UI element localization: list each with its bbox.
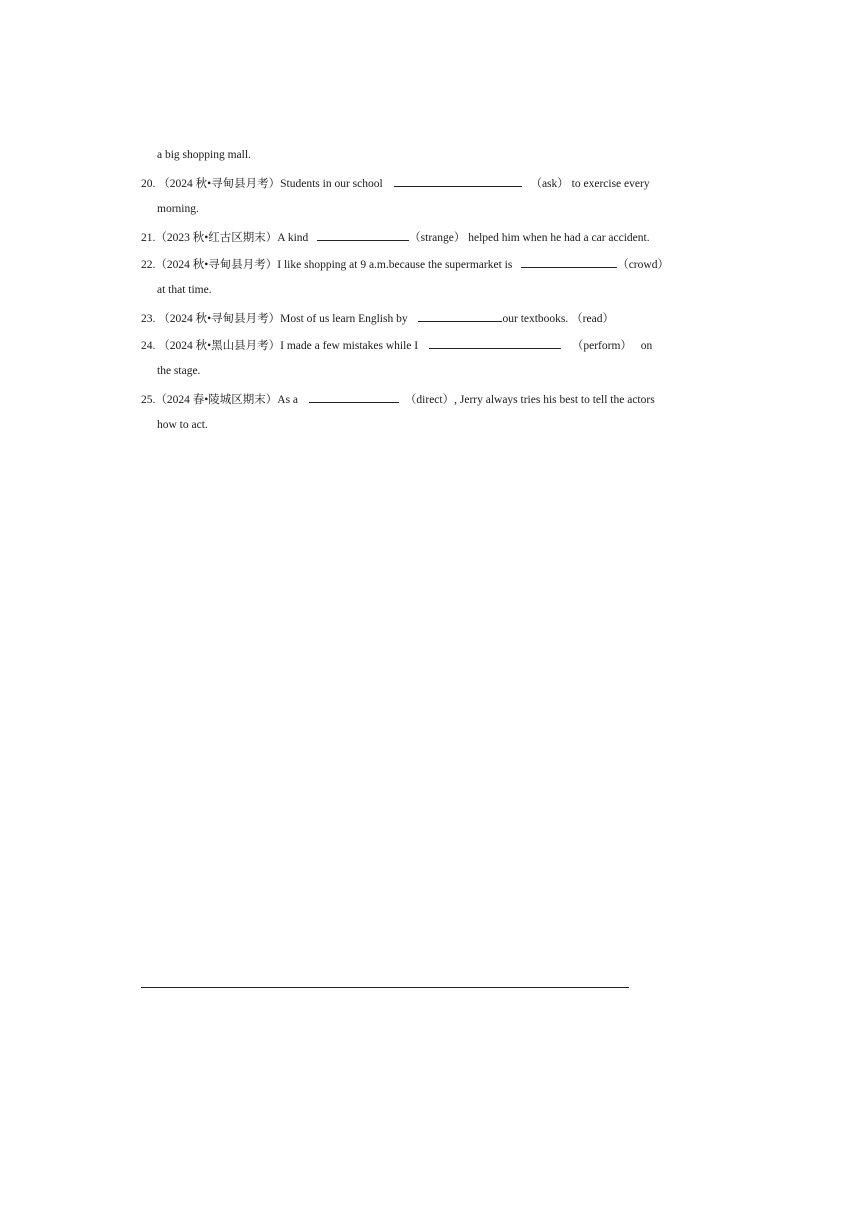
question-25-hint: （direct） bbox=[404, 394, 455, 406]
question-20-text-before: Students in our school bbox=[280, 178, 383, 190]
question-22-continuation bbox=[157, 283, 212, 297]
question-23-number: 23. bbox=[141, 313, 156, 325]
question-24-text-cont: the stage. bbox=[157, 365, 201, 377]
question-20-source: （2024 秋•寻甸县月考） bbox=[158, 178, 281, 190]
question-25-source: （2024 春•陵城区期末） bbox=[155, 394, 278, 406]
question-24-source: （2024 秋•黑山县月考） bbox=[158, 340, 281, 352]
question-23-text-after: our textbooks. bbox=[502, 313, 569, 325]
question-24-answer-blank[interactable] bbox=[429, 337, 561, 349]
question-25-text-before: As a bbox=[277, 394, 299, 406]
question-19-text: a big shopping mall. bbox=[157, 149, 251, 161]
question-24-number: 24. bbox=[141, 340, 156, 352]
question-23-source: （2024 秋•寻甸县月考） bbox=[158, 313, 281, 325]
question-23-text-before: Most of us learn English by bbox=[280, 313, 408, 325]
footer-divider bbox=[141, 987, 629, 988]
question-25-text-cont: how to act. bbox=[157, 419, 208, 431]
question-20-continuation bbox=[157, 202, 199, 216]
question-25-answer-blank[interactable] bbox=[309, 391, 399, 403]
question-24 bbox=[141, 337, 652, 353]
question-21-text-after: helped him when he had a car accident. bbox=[468, 232, 650, 244]
question-24-hint: （perform） bbox=[571, 340, 632, 352]
question-25-continuation bbox=[157, 418, 208, 432]
question-19-continuation bbox=[157, 148, 251, 162]
question-24-text-after: on bbox=[640, 340, 653, 352]
question-21-answer-blank[interactable] bbox=[317, 229, 409, 241]
question-21 bbox=[141, 229, 650, 245]
question-25 bbox=[141, 391, 655, 407]
question-20-text-cont: morning. bbox=[157, 203, 199, 215]
question-21-source: （2023 秋•红古区期末） bbox=[155, 232, 278, 244]
question-22-number: 22. bbox=[141, 259, 156, 271]
question-23-answer-blank[interactable] bbox=[418, 310, 502, 322]
question-22-source: （2024 秋•寻甸县月考） bbox=[155, 259, 278, 271]
question-23 bbox=[141, 310, 614, 326]
question-20-hint: （ask） bbox=[530, 178, 569, 190]
question-23-hint: （read） bbox=[571, 313, 614, 325]
question-20-number: 20. bbox=[141, 178, 156, 190]
question-21-text-before: A kind bbox=[277, 232, 309, 244]
question-25-text-after: , Jerry always tries his best to tell the actors bbox=[454, 394, 655, 406]
question-24-text-before: I made a few mistakes while I bbox=[280, 340, 419, 352]
question-21-number: 21. bbox=[141, 232, 156, 244]
question-22-text-before: I like shopping at 9 a.m.because the supermarket is bbox=[277, 259, 513, 271]
question-22 bbox=[141, 256, 669, 272]
question-21-hint: （strange） bbox=[409, 232, 466, 244]
question-25-number: 25. bbox=[141, 394, 156, 406]
question-20-answer-blank[interactable] bbox=[394, 175, 522, 187]
question-22-answer-blank[interactable] bbox=[521, 256, 617, 268]
question-24-continuation bbox=[157, 364, 200, 378]
question-22-text-cont: at that time. bbox=[157, 284, 212, 296]
question-20 bbox=[141, 175, 650, 191]
question-22-hint: （crowd） bbox=[617, 259, 669, 271]
question-20-text-after: to exercise every bbox=[571, 178, 650, 190]
